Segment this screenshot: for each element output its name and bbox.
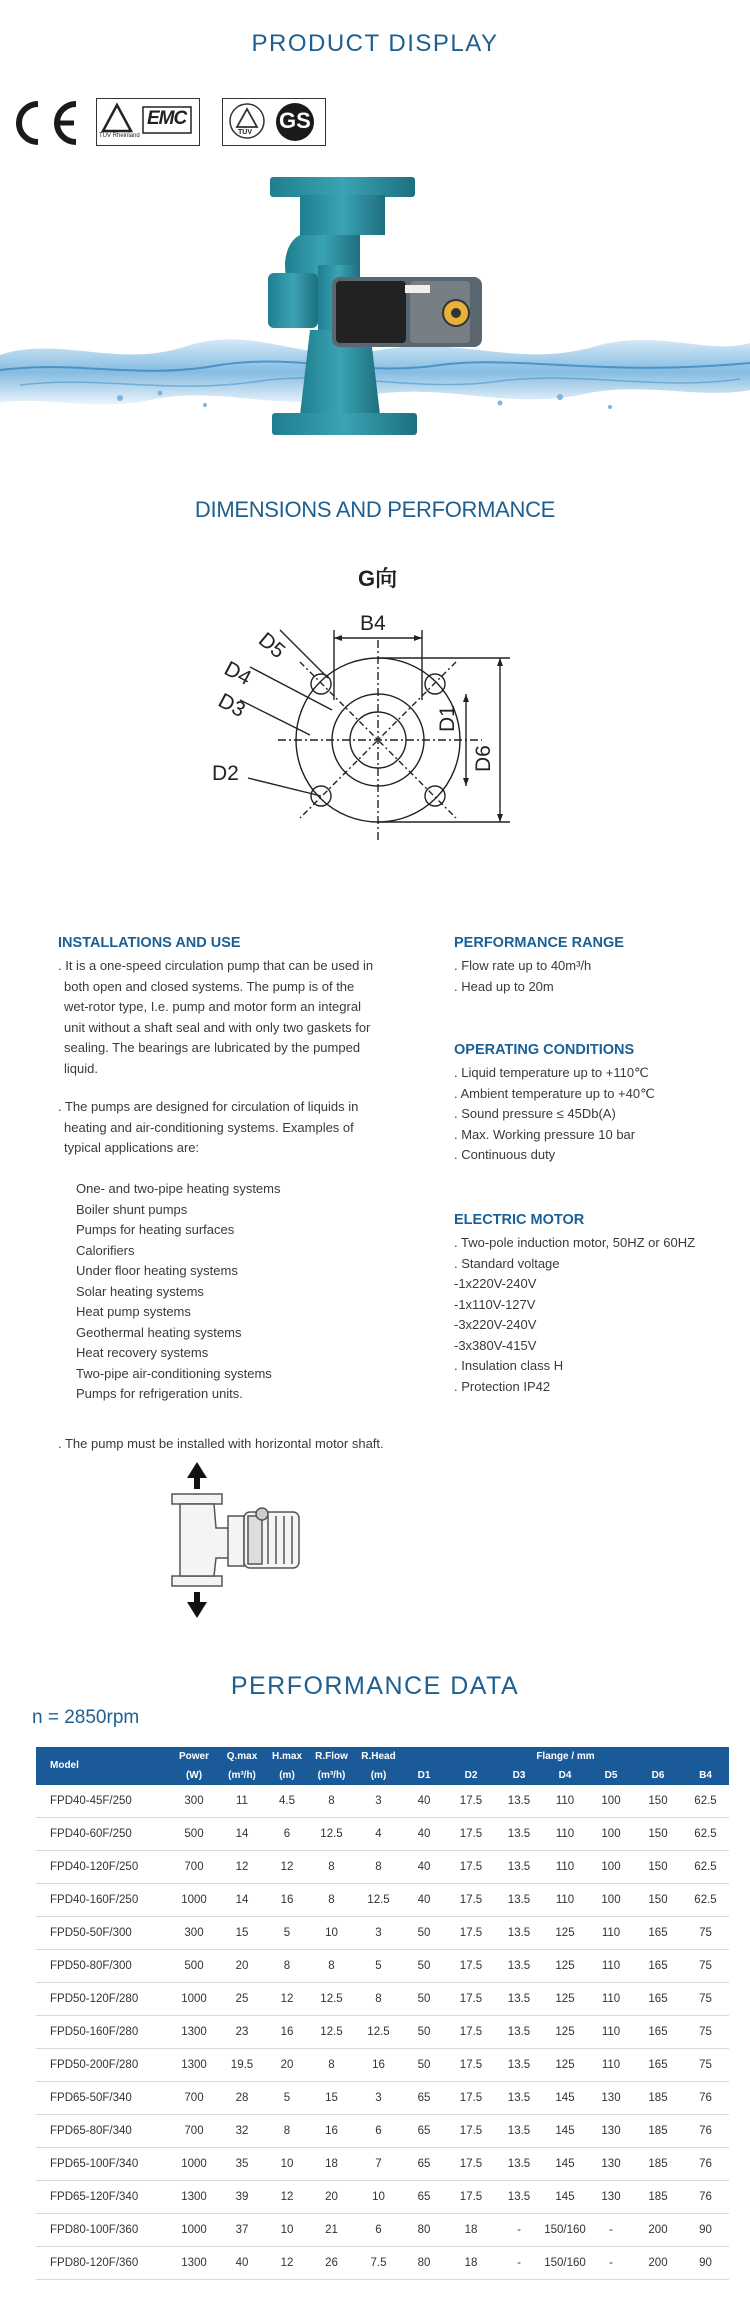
list-item: Heat pump systems xyxy=(76,1304,191,1319)
table-cell: 200 xyxy=(634,2247,682,2280)
table-cell: 16 xyxy=(308,2115,355,2148)
table-row xyxy=(36,2181,729,2214)
model-cell: FPD50-200F/280 xyxy=(36,2049,170,2082)
table-cell: 10 xyxy=(266,2148,308,2181)
col-rhead: R.Head xyxy=(355,1747,402,1766)
tuv-label: TÜV xyxy=(238,129,252,136)
table-cell: 62.5 xyxy=(682,1851,729,1884)
dimensions-title: DIMENSIONS AND PERFORMANCE xyxy=(194,497,556,522)
list-item: . Continuous duty xyxy=(454,1147,556,1162)
table-cell: 40 xyxy=(218,2247,266,2280)
list-item: Pumps for heating surfaces xyxy=(76,1222,235,1237)
table-cell: 150 xyxy=(634,1785,682,1818)
table-cell: 16 xyxy=(266,2016,308,2049)
table-cell: 125 xyxy=(542,1917,588,1950)
list-item: . Flow rate up to 40m³/h xyxy=(454,958,592,973)
table-cell: 12 xyxy=(266,1983,308,2016)
table-cell: 50 xyxy=(402,2016,446,2049)
table-cell: 17.5 xyxy=(446,1917,496,1950)
operating-conditions-heading: OPERATING CONDITIONS xyxy=(454,1042,635,1058)
gs-label: GS xyxy=(279,108,311,133)
table-cell: 80 xyxy=(402,2214,446,2247)
table-cell: 25 xyxy=(218,1983,266,2016)
table-cell: 110 xyxy=(542,1818,588,1851)
text-line: . It is a one-speed circulation pump that can be used in xyxy=(58,958,374,973)
table-cell: 130 xyxy=(588,2181,634,2214)
installation-para2 xyxy=(58,1097,458,1159)
table-cell: 1000 xyxy=(170,1983,218,2016)
electric-motor-list xyxy=(454,1233,749,1397)
table-cell: 15 xyxy=(308,2082,355,2115)
col-model: Model xyxy=(36,1747,170,1785)
table-cell: 125 xyxy=(542,1950,588,1983)
table-cell: 13.5 xyxy=(496,1785,542,1818)
table-cell: 165 xyxy=(634,1917,682,1950)
table-cell: 1300 xyxy=(170,2016,218,2049)
table-cell: 150/160 xyxy=(542,2247,588,2280)
table-cell: 185 xyxy=(634,2115,682,2148)
list-item: Calorifiers xyxy=(76,1242,135,1258)
table-cell: 75 xyxy=(682,2016,729,2049)
model-cell: FPD80-100F/360 xyxy=(36,2214,170,2247)
table-cell: 5 xyxy=(266,2082,308,2115)
table-cell: 8 xyxy=(308,2049,355,2082)
table-cell: 65 xyxy=(402,2115,446,2148)
table-cell: 18 xyxy=(308,2148,355,2181)
table-cell: 7.5 xyxy=(355,2247,402,2280)
table-cell: 17.5 xyxy=(446,1884,496,1917)
performance-data-title: PERFORMANCE DATA xyxy=(230,1672,520,1700)
list-item: . Ambient temperature up to +40℃ xyxy=(454,1085,655,1101)
table-cell: 125 xyxy=(542,1983,588,2016)
list-item: . Two-pole induction motor, 50HZ or 60HZ xyxy=(454,1235,696,1250)
table-cell: 100 xyxy=(588,1884,634,1917)
table-cell: 50 xyxy=(402,1950,446,1983)
table-cell: 12 xyxy=(266,1851,308,1884)
model-cell: FPD50-80F/300 xyxy=(36,1950,170,1983)
table-cell: 145 xyxy=(542,2115,588,2148)
table-cell: 17.5 xyxy=(446,1851,496,1884)
model-cell: FPD40-45F/250 xyxy=(36,1785,170,1818)
table-cell: 7 xyxy=(355,2148,402,2181)
list-item: . Head up to 20m xyxy=(454,978,554,994)
col-d5: D5 xyxy=(588,1766,634,1785)
table-cell: 13.5 xyxy=(496,2115,542,2148)
table-cell: 100 xyxy=(588,1818,634,1851)
table-cell: 32 xyxy=(218,2115,266,2148)
table-cell: 125 xyxy=(542,2016,588,2049)
table-cell: 14 xyxy=(218,1818,266,1851)
d3-label: D3 xyxy=(214,689,249,723)
col-d1: D1 xyxy=(402,1766,446,1785)
table-cell: 62.5 xyxy=(682,1884,729,1917)
text-line: unit without a shaft seal and with only two gaskets for xyxy=(64,1019,371,1035)
table-cell: 13.5 xyxy=(496,2049,542,2082)
d4-label: D4 xyxy=(220,657,255,691)
table-cell: 40 xyxy=(402,1818,446,1851)
col-hmax: H.max xyxy=(266,1747,308,1766)
table-cell: 8 xyxy=(308,1950,355,1983)
performance-table xyxy=(36,1747,729,2280)
table-cell: 10 xyxy=(266,2214,308,2247)
view-label: G向 xyxy=(358,566,398,591)
table-cell: 20 xyxy=(266,2049,308,2082)
flange-dimension-diagram xyxy=(200,560,530,860)
table-cell: 13.5 xyxy=(496,1917,542,1950)
text-line: liquid. xyxy=(64,1060,98,1076)
text-line: wet-rotor type, I.e. pump and motor form an integral xyxy=(64,999,361,1014)
table-cell: 185 xyxy=(634,2181,682,2214)
table-cell: 40 xyxy=(402,1884,446,1917)
table-cell: 17.5 xyxy=(446,2115,496,2148)
table-cell: 76 xyxy=(682,2082,729,2115)
col-hmax-unit: (m) xyxy=(266,1766,308,1785)
table-cell: 37 xyxy=(218,2214,266,2247)
table-cell: 75 xyxy=(682,2049,729,2082)
pump-product-image xyxy=(0,165,750,455)
table-cell: 3 xyxy=(355,1785,402,1818)
model-cell: FPD50-120F/280 xyxy=(36,1983,170,2016)
list-item: . Insulation class H xyxy=(454,1358,564,1373)
table-cell: 20 xyxy=(308,2181,355,2214)
table-cell: 5 xyxy=(266,1917,308,1950)
table-cell: 165 xyxy=(634,1983,682,2016)
list-item: Solar heating systems xyxy=(76,1283,204,1299)
table-cell: 6 xyxy=(266,1818,308,1851)
table-cell: 110 xyxy=(588,2016,634,2049)
table-cell: 700 xyxy=(170,2115,218,2148)
text-line: . The pumps are designed for circulation of liquids in xyxy=(58,1099,359,1114)
table-cell: 145 xyxy=(542,2181,588,2214)
model-cell: FPD65-120F/340 xyxy=(36,2181,170,2214)
table-cell: 13.5 xyxy=(496,1851,542,1884)
table-row xyxy=(36,1884,729,1917)
table-cell: 145 xyxy=(542,2082,588,2115)
model-cell: FPD40-60F/250 xyxy=(36,1818,170,1851)
table-row xyxy=(36,2148,729,2181)
table-cell: 75 xyxy=(682,1950,729,1983)
table-cell: 300 xyxy=(170,1917,218,1950)
table-cell: 13.5 xyxy=(496,2148,542,2181)
table-cell: 8 xyxy=(308,1884,355,1917)
table-cell: 125 xyxy=(542,2049,588,2082)
table-cell: 17.5 xyxy=(446,2049,496,2082)
list-item: . Sound pressure ≤ 45Db(A) xyxy=(454,1106,616,1121)
col-rflow: R.Flow xyxy=(308,1747,355,1766)
table-cell: 76 xyxy=(682,2115,729,2148)
table-cell: 1300 xyxy=(170,2049,218,2082)
rpm-label: n = 2850rpm xyxy=(32,1707,140,1728)
installation-orientation-diagram xyxy=(160,1458,310,1618)
tuv-rheinland-label: TÜV Rheinland xyxy=(99,133,140,139)
text-line: sealing. The bearings are lubricated by the pumped xyxy=(64,1040,361,1055)
table-cell: 110 xyxy=(588,1950,634,1983)
table-cell: 13.5 xyxy=(496,1950,542,1983)
table-cell: 40 xyxy=(402,1851,446,1884)
table-cell: 12.5 xyxy=(308,1983,355,2016)
product-display-title: PRODUCT DISPLAY xyxy=(251,30,499,57)
table-cell: 8 xyxy=(266,1950,308,1983)
col-d2: D2 xyxy=(446,1766,496,1785)
table-cell: 6 xyxy=(355,2115,402,2148)
table-cell: 28 xyxy=(218,2082,266,2115)
table-cell: 62.5 xyxy=(682,1818,729,1851)
emc-label: EMC xyxy=(147,108,187,129)
col-rflow-unit: (m³/h) xyxy=(308,1766,355,1785)
model-cell: FPD50-160F/280 xyxy=(36,2016,170,2049)
list-item: Two-pipe air-conditioning systems xyxy=(76,1365,272,1381)
table-cell: 12 xyxy=(218,1851,266,1884)
table-cell: 1000 xyxy=(170,2148,218,2181)
d2-label: D2 xyxy=(212,762,239,785)
table-cell: 1000 xyxy=(170,1884,218,1917)
table-cell: 50 xyxy=(402,1983,446,2016)
list-item: Heat recovery systems xyxy=(76,1345,209,1360)
table-cell: 18 xyxy=(446,2214,496,2247)
table-cell: 26 xyxy=(308,2247,355,2280)
table-cell: 165 xyxy=(634,2049,682,2082)
table-row xyxy=(36,2049,729,2082)
table-cell: 21 xyxy=(308,2214,355,2247)
table-cell: 20 xyxy=(218,1950,266,1983)
table-cell: 10 xyxy=(308,1917,355,1950)
table-cell: 1000 xyxy=(170,2214,218,2247)
list-item: . Standard voltage xyxy=(454,1255,560,1271)
col-qmax: Q.max xyxy=(218,1747,266,1766)
list-item: . Liquid temperature up to +110℃ xyxy=(454,1065,649,1080)
col-rhead-unit: (m) xyxy=(355,1766,402,1785)
col-power-unit: (W) xyxy=(170,1766,218,1785)
model-cell: FPD40-160F/250 xyxy=(36,1884,170,1917)
table-cell: 13.5 xyxy=(496,1818,542,1851)
applications-list xyxy=(76,1179,456,1405)
table-cell: 17.5 xyxy=(446,2016,496,2049)
table-cell: 75 xyxy=(682,1917,729,1950)
table-cell: 12 xyxy=(266,2247,308,2280)
table-cell: 8 xyxy=(308,1851,355,1884)
table-cell: 130 xyxy=(588,2148,634,2181)
table-cell: 700 xyxy=(170,1851,218,1884)
model-cell: FPD65-100F/340 xyxy=(36,2148,170,2181)
table-cell: 13.5 xyxy=(496,1884,542,1917)
model-cell: FPD50-50F/300 xyxy=(36,1917,170,1950)
table-cell: 12.5 xyxy=(355,1884,402,1917)
table-cell: 65 xyxy=(402,2082,446,2115)
list-item: -1x110V-127V xyxy=(454,1296,536,1312)
table-cell: 100 xyxy=(588,1851,634,1884)
table-cell: 62.5 xyxy=(682,1785,729,1818)
table-row xyxy=(36,1983,729,2016)
table-cell: 3 xyxy=(355,2082,402,2115)
performance-range-heading: PERFORMANCE RANGE xyxy=(454,935,624,951)
table-row xyxy=(36,1818,729,1851)
table-cell: 17.5 xyxy=(446,2148,496,2181)
table-cell: 76 xyxy=(682,2181,729,2214)
table-cell: 12 xyxy=(266,2181,308,2214)
table-cell: 15 xyxy=(218,1917,266,1950)
list-item: Boiler shunt pumps xyxy=(76,1201,188,1217)
table-cell: 14 xyxy=(218,1884,266,1917)
table-cell: 8 xyxy=(266,2115,308,2148)
table-cell: 6 xyxy=(355,2214,402,2247)
text-line: both open and closed systems. The pump is of the xyxy=(64,978,355,994)
table-cell: 39 xyxy=(218,2181,266,2214)
table-cell: 185 xyxy=(634,2082,682,2115)
list-item: Under floor heating systems xyxy=(76,1263,238,1278)
table-row xyxy=(36,2214,729,2247)
table-cell: 16 xyxy=(355,2049,402,2082)
table-cell: 35 xyxy=(218,2148,266,2181)
list-item: . Protection IP42 xyxy=(454,1378,551,1394)
table-cell: 145 xyxy=(542,2148,588,2181)
table-row xyxy=(36,2082,729,2115)
table-row xyxy=(36,1950,729,1983)
table-cell: 65 xyxy=(402,2148,446,2181)
table-cell: 130 xyxy=(588,2082,634,2115)
table-cell: 100 xyxy=(588,1785,634,1818)
list-item: Geothermal heating systems xyxy=(76,1324,242,1340)
table-cell: - xyxy=(588,2247,634,2280)
ce-logo xyxy=(8,94,80,152)
table-cell: 11 xyxy=(218,1785,266,1818)
text-line: typical applications are: xyxy=(64,1140,200,1155)
model-cell: FPD65-50F/340 xyxy=(36,2082,170,2115)
table-row xyxy=(36,2247,729,2280)
table-cell: 110 xyxy=(588,1983,634,2016)
table-cell: 17.5 xyxy=(446,1950,496,1983)
table-cell: 130 xyxy=(588,2115,634,2148)
col-power: Power xyxy=(170,1747,218,1766)
performance-range-list xyxy=(454,956,744,997)
table-row xyxy=(36,2115,729,2148)
list-item: Pumps for refrigeration units. xyxy=(76,1386,243,1401)
table-cell: 300 xyxy=(170,1785,218,1818)
table-cell: 16 xyxy=(266,1884,308,1917)
d6-label: D6 xyxy=(472,745,495,772)
col-b4: B4 xyxy=(682,1766,729,1785)
table-cell: 76 xyxy=(682,2148,729,2181)
table-cell: 110 xyxy=(588,1917,634,1950)
table-cell: 110 xyxy=(542,1851,588,1884)
table-cell: 1300 xyxy=(170,2247,218,2280)
table-cell: 8 xyxy=(308,1785,355,1818)
table-cell: 4.5 xyxy=(266,1785,308,1818)
col-d3: D3 xyxy=(496,1766,542,1785)
d5-label: D5 xyxy=(254,628,290,664)
table-cell: 17.5 xyxy=(446,1818,496,1851)
table-row xyxy=(36,1917,729,1950)
table-cell: 17.5 xyxy=(446,2082,496,2115)
table-cell: 50 xyxy=(402,2049,446,2082)
table-cell: 4 xyxy=(355,1818,402,1851)
table-cell: 185 xyxy=(634,2148,682,2181)
installation-para1 xyxy=(58,956,458,1079)
table-cell: 13.5 xyxy=(496,1983,542,2016)
table-cell: 110 xyxy=(542,1884,588,1917)
installation-note: . The pump must be installed with horizontal motor shaft. xyxy=(58,1436,384,1451)
table-cell: 500 xyxy=(170,1950,218,1983)
table-cell: 23 xyxy=(218,2016,266,2049)
table-cell: 50 xyxy=(402,1917,446,1950)
table-cell: - xyxy=(496,2214,542,2247)
table-cell: 700 xyxy=(170,2082,218,2115)
col-d6: D6 xyxy=(634,1766,682,1785)
table-cell: 150/160 xyxy=(542,2214,588,2247)
table-cell: - xyxy=(496,2247,542,2280)
d1-label: D1 xyxy=(436,705,459,732)
table-cell: 10 xyxy=(355,2181,402,2214)
table-cell: 75 xyxy=(682,1983,729,2016)
table-cell: 165 xyxy=(634,1950,682,1983)
model-cell: FPD40-120F/250 xyxy=(36,1851,170,1884)
table-cell: 150 xyxy=(634,1818,682,1851)
col-flange: Flange / mm xyxy=(402,1747,729,1766)
table-cell: 40 xyxy=(402,1785,446,1818)
table-cell: 8 xyxy=(355,1851,402,1884)
tuv-emc-logo xyxy=(96,98,200,146)
table-cell: 13.5 xyxy=(496,2016,542,2049)
table-cell: 3 xyxy=(355,1917,402,1950)
col-d4: D4 xyxy=(542,1766,588,1785)
table-cell: 1300 xyxy=(170,2181,218,2214)
text-line: heating and air-conditioning systems. Examples of xyxy=(64,1119,354,1135)
list-item: One- and two-pipe heating systems xyxy=(76,1181,281,1196)
table-cell: 200 xyxy=(634,2214,682,2247)
list-item: -1x220V-240V xyxy=(454,1276,537,1291)
table-cell: 150 xyxy=(634,1851,682,1884)
table-cell: - xyxy=(588,2214,634,2247)
table-cell: 12.5 xyxy=(308,2016,355,2049)
table-cell: 12.5 xyxy=(355,2016,402,2049)
installation-heading: INSTALLATIONS AND USE xyxy=(58,935,241,951)
model-cell: FPD80-120F/360 xyxy=(36,2247,170,2280)
tuv-gs-logo xyxy=(222,98,326,146)
table-cell: 165 xyxy=(634,2016,682,2049)
table-cell: 65 xyxy=(402,2181,446,2214)
table-cell: 8 xyxy=(355,1983,402,2016)
list-item: -3x380V-415V xyxy=(454,1337,537,1353)
table-cell: 110 xyxy=(542,1785,588,1818)
table-cell: 80 xyxy=(402,2247,446,2280)
table-row xyxy=(36,2016,729,2049)
col-qmax-unit: (m³/h) xyxy=(218,1766,266,1785)
table-cell: 19.5 xyxy=(218,2049,266,2082)
table-cell: 13.5 xyxy=(496,2181,542,2214)
table-cell: 17.5 xyxy=(446,1785,496,1818)
list-item: -3x220V-240V xyxy=(454,1317,537,1332)
table-cell: 17.5 xyxy=(446,2181,496,2214)
table-cell: 110 xyxy=(588,2049,634,2082)
list-item: . Max. Working pressure 10 bar xyxy=(454,1126,636,1142)
operating-conditions-list xyxy=(454,1063,744,1166)
table-cell: 5 xyxy=(355,1950,402,1983)
table-cell: 90 xyxy=(682,2214,729,2247)
table-cell: 18 xyxy=(446,2247,496,2280)
b4-label: B4 xyxy=(360,612,386,635)
table-cell: 13.5 xyxy=(496,2082,542,2115)
table-cell: 500 xyxy=(170,1818,218,1851)
table-cell: 17.5 xyxy=(446,1983,496,2016)
table-cell: 90 xyxy=(682,2247,729,2280)
table-row xyxy=(36,1851,729,1884)
table-row xyxy=(36,1785,729,1818)
model-cell: FPD65-80F/340 xyxy=(36,2115,170,2148)
table-cell: 12.5 xyxy=(308,1818,355,1851)
table-cell: 150 xyxy=(634,1884,682,1917)
electric-motor-heading: ELECTRIC MOTOR xyxy=(454,1212,585,1228)
